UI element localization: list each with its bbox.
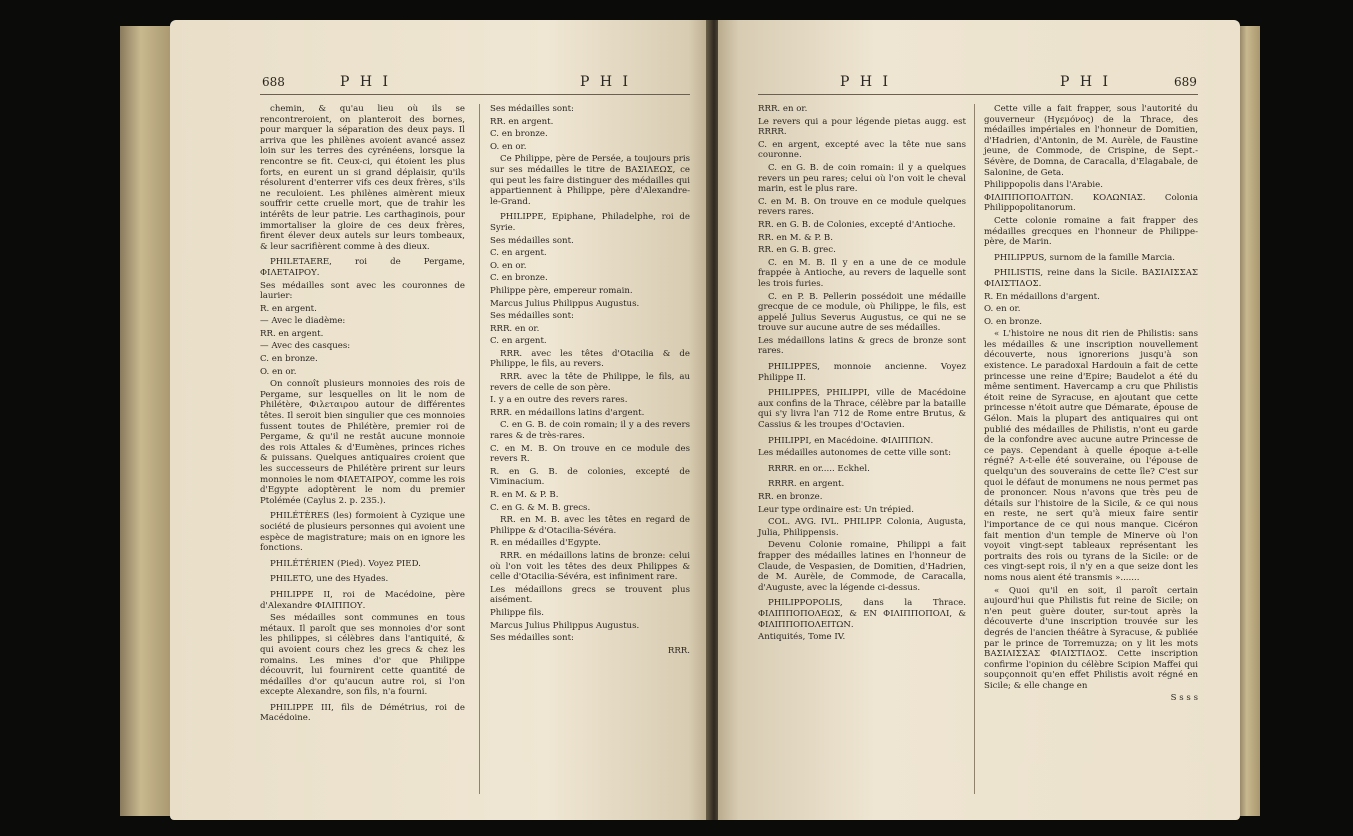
- text-paragraph: O. en or.: [490, 141, 527, 152]
- text-paragraph: RR. en G. B. de Colonies, excepté d'Antioche.: [758, 219, 956, 230]
- text-paragraph: Marcus Julius Philippus Augustus.: [490, 298, 640, 309]
- text-paragraph: PHILIPPES, monnoie ancienne. Voyez Philippe II.: [758, 362, 966, 383]
- text-paragraph: ΦΙΛΙΠΠΟΠΟΛΙΤΩΝ. ΚΟΛΩΝΙΑΣ. Colonia Philippopolitanorum.: [984, 192, 1198, 214]
- text-paragraph: RRR.: [667, 645, 690, 656]
- right-column-2: [984, 104, 1198, 706]
- text-paragraph: Le revers qui a pour légende pietas augg. est RRRR.: [758, 116, 966, 138]
- text-paragraph: PHILÉTÈRES (les) formoient à Cyzique une société de plusieurs personnes qui avoient une espèce de magistrature; mais on en ignore les fonctions.: [260, 511, 465, 554]
- text-paragraph: Ce Philippe, père de Persée, a toujours pris sur ses médailles le titre de ΒΑΣΙΛΕΩΣ, ce qui peut les faire distinguer des médailles qui appartiennent à Philippe, père d'Alexandre-le-Grand.: [490, 154, 690, 207]
- left-page-header-right: P H I: [580, 74, 632, 90]
- text-paragraph: PHILÉTÉRIEN (Pied). Voyez PIED.: [270, 558, 421, 569]
- text-paragraph: Marcus Julius Philippus Augustus.: [490, 620, 640, 631]
- right-column-divider: [974, 104, 975, 794]
- text-paragraph: Les médaillons latins & grecs de bronze sont rares.: [758, 335, 966, 357]
- text-paragraph: RR. en argent.: [490, 116, 554, 127]
- text-paragraph: Cette colonie romaine a fait frapper des médailles grecques en l'honneur de Philippe-père, de Marin.: [984, 215, 1198, 248]
- text-paragraph: C. en M. B. On trouve en ce module quelques revers rares.: [758, 196, 966, 218]
- text-paragraph: PHILETO, une des Hyades.: [270, 574, 389, 585]
- text-paragraph: PHILIPPUS, surnom de la famille Marcia.: [994, 252, 1176, 263]
- text-paragraph: RRR. avec la tête de Philippe, le fils, au revers de celle de son père.: [490, 372, 690, 393]
- text-paragraph: R. en G. B. de colonies, excepté de Viminacium.: [490, 466, 690, 488]
- book-edge-right: [1238, 26, 1260, 816]
- text-paragraph: O. en or.: [984, 304, 1021, 315]
- text-paragraph: PHILIPPOPOLIS, dans la Thrace. ΦΙΛΙΠΠΟΠΟΛΕΩΣ, & ΕΝ ΦΙΛΙΠΠΟΠΟΛΙ, & ΦΙΛΙΠΠΟΠΟΛΕΙΤΩΝ.: [758, 598, 966, 630]
- text-paragraph: RR. en M. B. avec les têtes en regard de Philippe & d'Otacilia-Sévéra.: [490, 515, 690, 536]
- left-page: [170, 20, 710, 820]
- text-paragraph: PHILIPPES, PHILIPPI, ville de Macédoine aux confins de la Thrace, célèbre par la bataille qui s'y livra l'an 712 de Rome entre Brutus, & Cassius & les troupes d'Octavien.: [758, 388, 966, 431]
- text-paragraph: PHILISTIS, reine dans la Sicile. ΒΑΣΙΛΙΣΣΑΣ ΦΙΛΙΣΤΙΔΟΣ.: [984, 268, 1198, 289]
- text-paragraph: O. en or.: [490, 260, 527, 271]
- text-paragraph: RRR. en médaillons latins de bronze: celui où l'on voit les têtes des deux Philippes & celle d'Otacilia-Sévéra, est infiniment rare.: [490, 550, 690, 583]
- text-paragraph: C. en argent, excepté avec la tête nue sans couronne.: [758, 139, 966, 161]
- text-paragraph: RR. en G. B. grec.: [758, 245, 836, 256]
- text-paragraph: PHILIPPE III, fils de Démétrius, roi de Macédoine.: [260, 702, 465, 724]
- text-paragraph: C. en argent.: [490, 336, 547, 347]
- text-paragraph: C. en bronze.: [490, 129, 548, 140]
- text-paragraph: RRRR. en or..... Eckhel.: [768, 463, 870, 474]
- text-paragraph: RR. en argent.: [260, 328, 324, 339]
- text-paragraph: RRR. en or.: [490, 323, 540, 334]
- text-paragraph: Leur type ordinaire est: Un trépied.: [758, 504, 914, 515]
- left-page-number: 688: [262, 75, 285, 89]
- text-paragraph: chemin, & qu'au lieu où ils se rencontreroient, on planteroit des bornes, pour marquer la séparation des deux pays. Il arriva que les philènes avoient avancé assez loin sur les terres des cyrénéens, lorsque la rencontre se fit. Ceux-ci, qui étoient les plus forts, en eurent un si grand déplaisir, qu'ils résolurent d'enterrer vifs ces deux frères, s'ils ne reculoient. Les philènes aimèrent mieux souffrir cette cruelle mort, que de trahir les intérêts de leur patrie. Les carthaginois, pour immortaliser la gloire de ces deux frères, firent élever deux autels sur leurs tombeaux, & leur sacrifièrent comme à des dieux.: [260, 104, 465, 252]
- text-paragraph: RRR. en médaillons latins d'argent.: [490, 407, 645, 418]
- text-paragraph: « Quoi qu'il en soit, il paroît certain aujourd'hui que Philistis fut reine de Sicile; on n'en peut guère douter, sur-tout après la découverte d'une inscription trouvée sur les degrés de l'ancien théâtre à Syracuse, & publiée par le prince de Torremuzza; on y lit les mots ΒΑΣΙΛΙΣΣΑΣ ΦΙΛΙΣΤΙΔΟΣ. Cette inscription confirme l'opinion du célèbre Scipion Maffei qui soupçonnoit qu'en effet Philistis avoit régné en Sicile; & elle change en: [984, 585, 1198, 691]
- text-paragraph: — Avec des casques:: [260, 341, 351, 352]
- text-paragraph: « L'histoire ne nous dit rien de Philistis: sans les médailles & une inscription nouvellement découverte, nous ignorerions jusqu'à son existence. Le paradoxal Hardouin a fait de cette princesse une reine d'Epire; Baudelot a été du même sentiment. Havercamp a cru que Philistis étoit reine de Syracuse, en ajoutant que cette princesse n'étoit autre que Démarate, épouse de Gélon. Mais la plupart des antiquaires qui ont publié des médailles de Philistis, n'ont eu garde de la confondre avec aucune autre Princesse de ce pays. Cependant à quelle époque a-t-elle régné? A-t-elle été souveraine, ou l'épouse de quelqu'un des souverains de cette île? C'est sur quoi le défaut de monumens ne nous permet pas de prononcer. Nous n'avons que très peu de détails sur l'histoire de la Sicile, & ce qui nous en reste, ne sert qu'à mieux faire sentir l'importance de ce qui nous manque. Cicéron fait mention d'un temple de Minerve où l'on voyoit vingt-sept tableaux représentant les portraits des rois ou tyrans de la Sicile: or de ces vingt-sept rois, il n'y en a que seize dont les noms nous aient été transmis ».......: [984, 329, 1198, 583]
- text-paragraph: — Avec le diadème:: [260, 316, 346, 327]
- text-paragraph: RRR. avec les têtes d'Otacilia & de Philippe, le fils, au revers.: [490, 348, 690, 370]
- text-paragraph: RRRR. en argent.: [768, 479, 845, 490]
- text-paragraph: Antiquités, Tome IV.: [758, 632, 846, 643]
- book-edge-left: [120, 26, 172, 816]
- text-paragraph: Les médailles autonomes de cette ville sont:: [758, 448, 951, 459]
- text-paragraph: C. en M. B. Il y en a une de ce module frappée à Antioche, au revers de laquelle sont les trois furies.: [758, 257, 966, 289]
- text-paragraph: C. en G. & M. B. grecs.: [490, 502, 591, 513]
- text-paragraph: C. en M. B. On trouve en ce module des revers R.: [490, 443, 690, 465]
- left-column-1: [260, 104, 465, 726]
- text-paragraph: C. en G. B. de coin romain; il y a des revers rares & de très-rares.: [490, 420, 690, 442]
- text-paragraph: O. en or.: [260, 366, 297, 377]
- right-page: [718, 20, 1240, 820]
- text-paragraph: Cette ville a fait frapper, sous l'autorité du gouverneur (Ηγεμόνος) de la Thrace, des médailles impériales en l'honneur de Domitien, d'Hadrien, d'Antonin, de M. Aurèle, de Faustine jeune, de Commode, de Crispine, de Sept.-Sévère, de Domna, de Caracalla, d'Elagabale, de Salonine, de Geta.: [984, 104, 1198, 178]
- left-page-header-left: P H I: [340, 74, 392, 90]
- left-column-divider: [479, 104, 480, 794]
- left-column-2: [490, 104, 690, 658]
- text-paragraph: C. en G. B. de coin romain: il y a quelques revers un peu rares; celui où l'on voit le cheval marin, est le plus rare.: [758, 162, 966, 195]
- text-paragraph: I. y a en outre des revers rares.: [490, 395, 628, 406]
- text-paragraph: PHILETAERE, roi de Pergame, ΦΙΛΕΤΑΙΡΟΥ.: [260, 257, 465, 278]
- left-page-header-rule: [260, 94, 690, 95]
- text-paragraph: Ses médailles sont avec les couronnes de laurier:: [260, 280, 465, 302]
- text-paragraph: Devenu Colonie romaine, Philippi a fait frapper des médailles latines en l'honneur de Claude, de Vespasien, de Domitien, d'Hadrien, de M. Aurèle, de Commode, de Caracalla, d'Auguste, avec la légende ci-dessus.: [758, 540, 966, 593]
- text-paragraph: Les médaillons grecs se trouvent plus aisément.: [490, 584, 690, 606]
- text-paragraph: On connoît plusieurs monnoies des rois de Pergame, sur lesquelles on lit le nom de Philétère, Φιλεταιρου autour de différentes têtes. Il seroit bien singulier que ces monnoies fussent toutes de Philétère, premier roi de Pergame, & qu'il ne restât aucune monnoie des rois Attales & d'Eumènes, princes riches & puissans. Quelques antiquaires croient que les successeurs de Philétère prirent sur leurs monnoies le nom ΦΙΛΕΤΑΙΡΟΥ, comme les rois d'Egypte adoptèrent le nom du premier Ptolémée (Caylus 2. p. 235.).: [260, 379, 465, 506]
- text-paragraph: Ses médailles sont.: [490, 235, 574, 246]
- right-page-header-rule: [758, 94, 1198, 95]
- text-paragraph: PHILIPPE II, roi de Macédoine, père d'Alexandre ΦΙΛΙΠΠΟΥ.: [260, 589, 465, 611]
- text-paragraph: C. en bronze.: [490, 273, 548, 284]
- text-paragraph: R. en argent.: [260, 303, 317, 314]
- text-paragraph: Ses médailles sont:: [490, 104, 574, 114]
- text-paragraph: C. en P. B. Pellerin possédoit une médaille grecque de ce module, où Philippe, le fils, est appelé Julius Severus Augustus, ce qui ne se trouve sur aucune autre de ses médailles.: [758, 291, 966, 334]
- text-paragraph: Ses médailles sont communes en tous métaux. Il paroît que ses monnoies d'or sont les philippes, si célèbres dans l'antiquité, & qui avoient cours chez les grecs & chez les romains. Les mines d'or que Philippe découvrit, lui fournirent cette quantité de médailles d'or qu'aucun autre roi, si l'on excepte Alexandre, son fils, n'a fourni.: [260, 613, 465, 698]
- text-paragraph: Philippe fils.: [490, 607, 545, 618]
- text-paragraph: COL. AVG. IVL. PHILIPP. Colonia, Augusta, Julia, Philippensis.: [758, 517, 966, 538]
- text-paragraph: Ses médailles sont:: [490, 633, 574, 644]
- text-paragraph: C. en argent.: [490, 248, 547, 259]
- right-page-number: 689: [1174, 75, 1197, 89]
- text-paragraph: PHILIPPE, Epiphane, Philadelphe, roi de Syrie.: [490, 212, 690, 233]
- text-paragraph: S s s s: [1170, 693, 1198, 704]
- text-paragraph: R. En médaillons d'argent.: [984, 291, 1100, 302]
- right-page-header-right: P H I: [1060, 74, 1112, 90]
- right-page-header-left: P H I: [840, 74, 892, 90]
- text-paragraph: R. en médailles d'Egypte.: [490, 538, 601, 549]
- text-paragraph: Ses médailles sont:: [490, 311, 574, 322]
- text-paragraph: C. en bronze.: [260, 354, 318, 365]
- text-paragraph: Philippe père, empereur romain.: [490, 285, 633, 296]
- text-paragraph: RRR. en or.: [758, 104, 808, 114]
- text-paragraph: R. en M. & P. B.: [490, 490, 559, 500]
- text-paragraph: PHILIPPI, en Macédoine. ΦΙΛΙΠΠΩΝ.: [768, 435, 934, 446]
- text-paragraph: RR. en M. & P. B.: [758, 232, 833, 243]
- right-column-1: [758, 104, 966, 645]
- text-paragraph: RR. en bronze.: [758, 492, 823, 502]
- text-paragraph: O. en bronze.: [984, 316, 1043, 327]
- text-paragraph: Philippopolis dans l'Arabie.: [984, 180, 1103, 191]
